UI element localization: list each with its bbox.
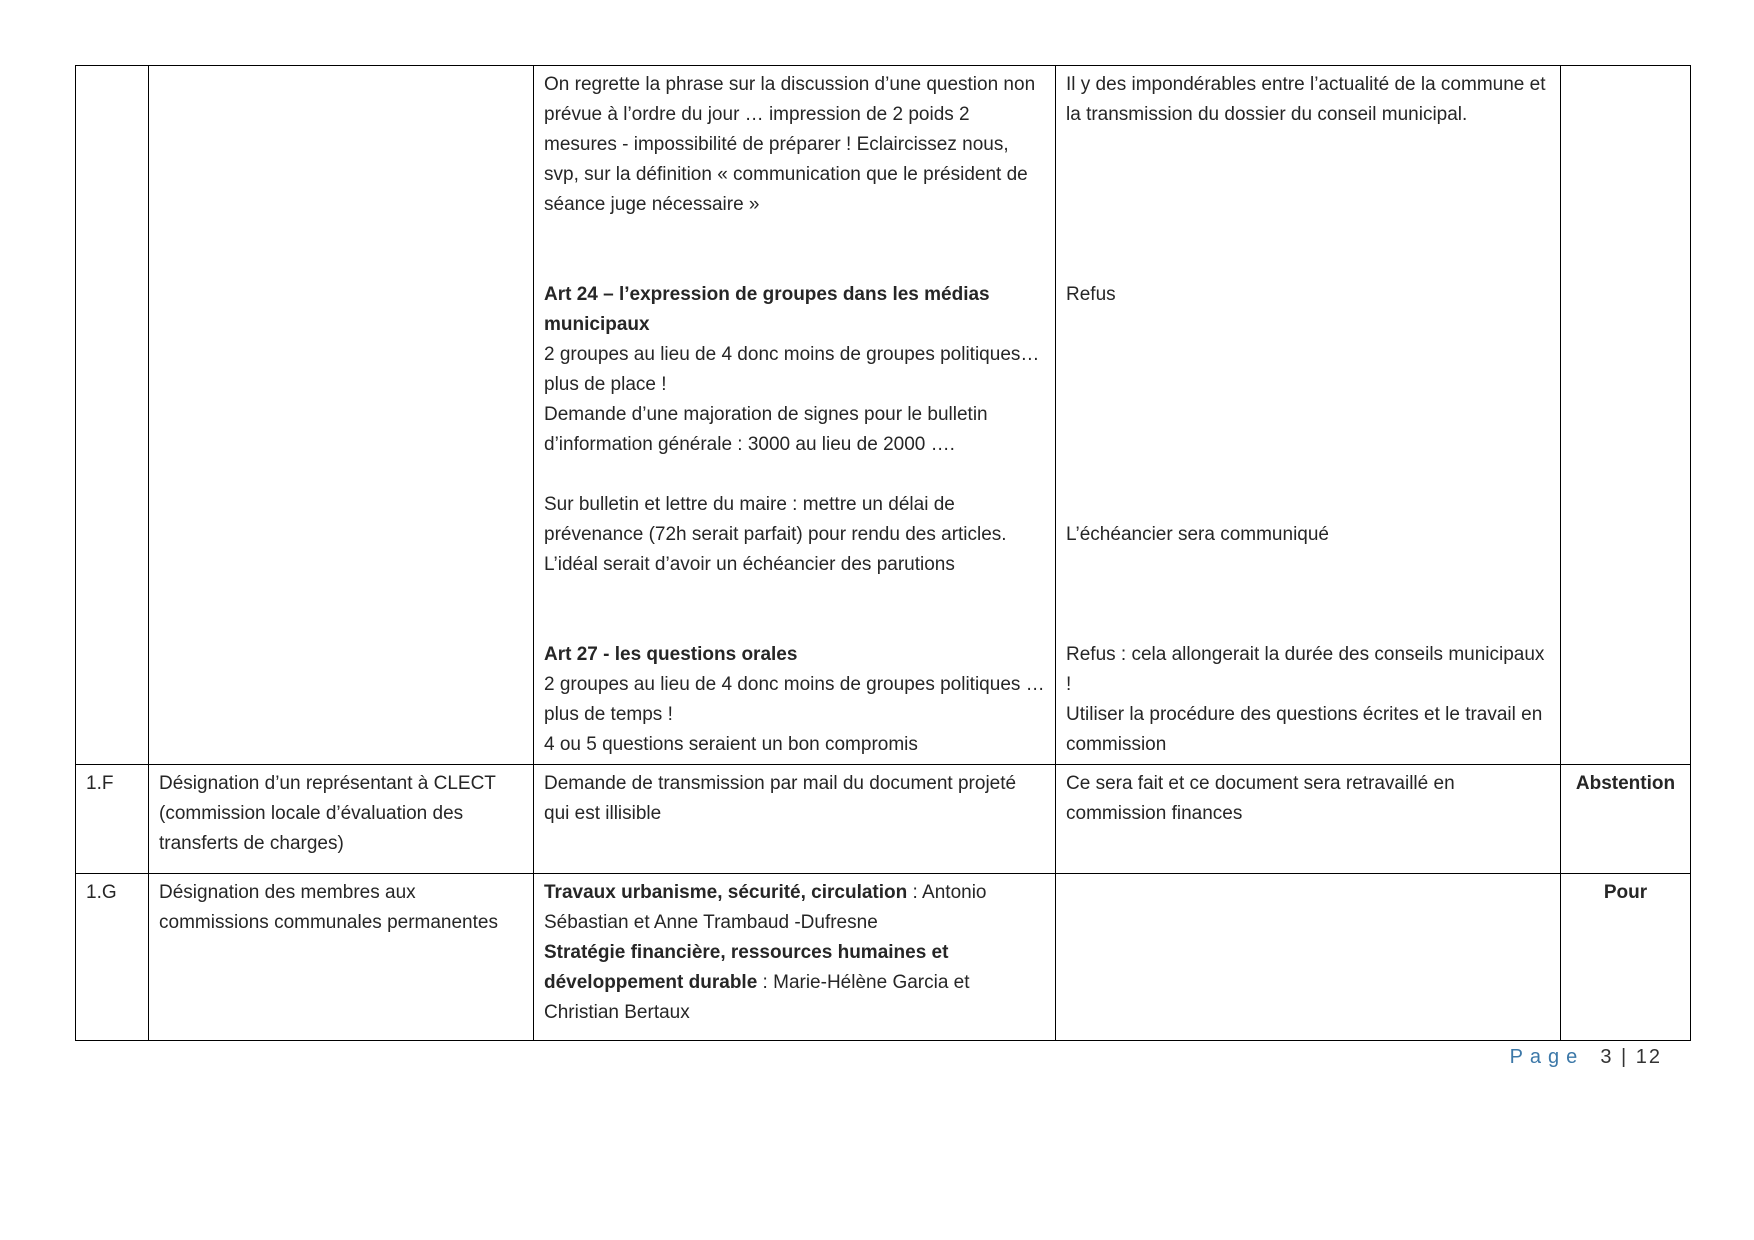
cell-item-id-empty — [76, 66, 149, 765]
cell-subject: Désignation des membres aux commissions communales permanentes — [149, 874, 534, 1041]
art24-paragraph-1: 2 groupes au lieu de 4 donc moins de groupes politiques… plus de place ! — [544, 344, 1040, 395]
page-footer — [75, 1042, 1690, 1072]
table-row-1f — [76, 765, 1691, 874]
cell-response: Ce sera fait et ce document sera retravaillé en commission finances — [1056, 765, 1561, 874]
cell-vote-empty — [1561, 66, 1691, 765]
response-blocks — [1066, 70, 1550, 760]
art27-heading: Art 27 - les questions orales — [544, 644, 798, 665]
commission-travaux-names: : Antonio Sébastian et Anne Trambaud -Dufresne — [544, 882, 987, 933]
art24-paragraph-3: Sur bulletin et lettre du maire : mettre un délai de prévenance (72h serait parfait) pour rendu des articles. L’idéal serait d’avoir un échéancier des parutions — [544, 494, 1007, 575]
cell-response — [1056, 66, 1561, 765]
response-refus-art27-line1: Refus : cela allongerait la durée des conseils municipaux ! — [1066, 644, 1545, 695]
question-blocks — [544, 70, 1045, 760]
cell-question: Demande de transmission par mail du document projeté qui est illisible — [534, 765, 1056, 874]
cell-vote: Abstention — [1561, 765, 1691, 874]
commission-strategie-label: Stratégie financière, ressources humaines et développement durable — [544, 942, 949, 993]
cell-item-id: 1.F — [76, 765, 149, 874]
response-refus-art27-line2: Utiliser la procédure des questions écrites et le travail en commission — [1066, 704, 1543, 755]
commission-strategie-line — [544, 938, 1045, 1028]
art27-paragraph-1: 2 groupes au lieu de 4 donc moins de groupes politiques … plus de temps ! — [544, 674, 1045, 725]
footer-page-number: 3 | 12 — [1600, 1046, 1662, 1068]
cell-question — [534, 66, 1056, 765]
commission-travaux-label: Travaux urbanisme, sécurité, circulation — [544, 882, 908, 903]
cell-item-id: 1.G — [76, 874, 149, 1041]
response-imponderables: Il y des impondérables entre l’actualité de la commune et la transmission du dossier du conseil municipal. — [1066, 74, 1546, 125]
art24-heading: Art 24 – l’expression de groupes dans les médias municipaux — [544, 284, 990, 335]
footer-page-word: Page — [1509, 1046, 1585, 1068]
commission-strategie-names: : Marie-Hélène Garcia et Christian Bertaux — [544, 972, 970, 1023]
row-continuation — [76, 66, 1691, 765]
response-echeancier: L’échéancier sera communiqué — [1066, 524, 1329, 545]
response-refus-art27 — [1066, 640, 1550, 760]
cell-vote: Pour — [1561, 874, 1691, 1041]
question-paragraph: On regrette la phrase sur la discussion d’une question non prévue à l’ordre du jour … impression de 2 poids 2 mesures - impossibilité de préparer ! Eclaircissez nous, svp, sur la définition « communication que le président de séance juge nécessaire » — [544, 74, 1036, 215]
art24-paragraph-2: Demande d’une majoration de signes pour le bulletin d’information générale : 3000 au lieu de 2000 …. — [544, 404, 988, 455]
council-minutes-table — [75, 65, 1691, 1041]
table-row-1g — [76, 874, 1691, 1041]
cell-response — [1056, 874, 1561, 1041]
response-refus-art24: Refus — [1066, 284, 1116, 305]
art27-paragraph-2: 4 ou 5 questions seraient un bon compromis — [544, 734, 918, 755]
cell-subject: Désignation d’un représentant à CLECT (commission locale d’évaluation des transferts de charges) — [149, 765, 534, 874]
commission-travaux-line — [544, 878, 1045, 938]
cell-question — [534, 874, 1056, 1041]
cell-subject-empty — [149, 66, 534, 765]
